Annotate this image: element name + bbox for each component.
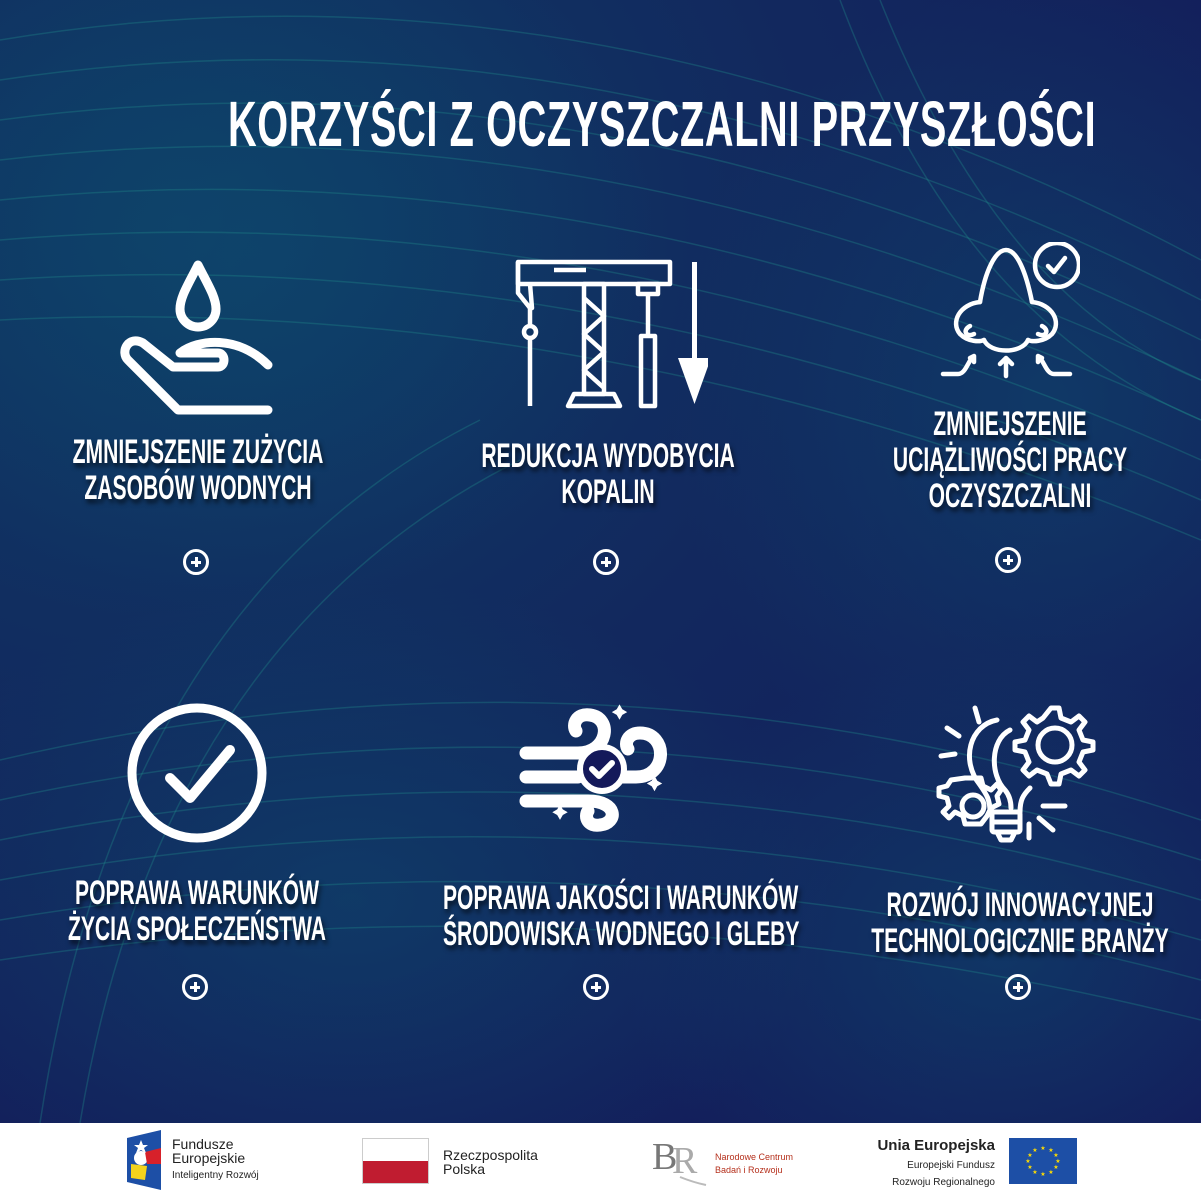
benefit-label: POPRAWA JAKOŚCI I WARUNKÓW ŚRODOWISKA WODNEGO I GLEBY bbox=[443, 879, 800, 953]
ncbr-logo bbox=[652, 1137, 712, 1187]
plus-circle-icon[interactable] bbox=[593, 549, 619, 575]
plus-circle-icon[interactable] bbox=[182, 974, 208, 1000]
fundusze-europejskie-text: Fundusze Europejskie Inteligentny Rozwój bbox=[172, 1136, 259, 1181]
svg-text:★: ★ bbox=[1040, 1171, 1046, 1178]
svg-text:★: ★ bbox=[1055, 1158, 1061, 1165]
plus-circle-icon[interactable] bbox=[1005, 974, 1031, 1000]
benefit-label: ZMNIEJSZENIE UCIĄŻLIWOŚCI PRACY OCZYSZCZALNI bbox=[892, 405, 1128, 515]
fundusze-europejskie-logo bbox=[127, 1130, 165, 1190]
svg-text:★: ★ bbox=[1040, 1145, 1046, 1152]
svg-text:R: R bbox=[672, 1140, 698, 1182]
hand-water-drop-icon bbox=[118, 255, 278, 420]
unia-europejska-text: Unia Europejska Europejski Fundusz Rozwoju Regionalnego bbox=[877, 1137, 995, 1188]
svg-text:★: ★ bbox=[1027, 1164, 1033, 1171]
check-circle-icon bbox=[124, 700, 270, 846]
ncbr-text: Narodowe Centrum Badań i Rozwoju bbox=[715, 1152, 794, 1175]
svg-text:★: ★ bbox=[1025, 1158, 1031, 1165]
benefit-label: REDUKCJA WYDOBYCIA KOPALIN bbox=[481, 437, 735, 511]
plus-circle-icon[interactable] bbox=[995, 547, 1021, 573]
svg-text:★: ★ bbox=[1048, 1169, 1054, 1176]
nose-check-icon bbox=[940, 242, 1080, 382]
svg-text:★: ★ bbox=[1027, 1152, 1033, 1159]
svg-text:★: ★ bbox=[1053, 1152, 1059, 1159]
eu-flag bbox=[1009, 1138, 1077, 1184]
svg-text:★: ★ bbox=[1053, 1164, 1059, 1171]
rzeczpospolita-polska-text: Rzeczpospolita Polska bbox=[443, 1147, 538, 1177]
benefit-label: ZMNIEJSZENIE ZUŻYCIA ZASOBÓW WODNYCH bbox=[72, 433, 324, 507]
poland-flag bbox=[362, 1138, 429, 1184]
benefit-label: POPRAWA WARUNKÓW ŻYCIA SPOŁECZEŃSTWA bbox=[67, 874, 327, 948]
plus-circle-icon[interactable] bbox=[583, 974, 609, 1000]
clean-air-wind-icon bbox=[518, 703, 678, 833]
svg-text:★: ★ bbox=[1048, 1147, 1054, 1154]
plus-circle-icon[interactable] bbox=[183, 549, 209, 575]
benefit-label: ROZWÓJ INNOWACYJNEJ TECHNOLOGICZNIE BRANŻY bbox=[871, 886, 1169, 960]
oil-pump-down-arrow-icon bbox=[508, 258, 708, 410]
page-title: KORZYŚCI Z OCZYSZCZALNI PRZYSZŁOŚCI bbox=[228, 88, 1097, 160]
svg-text:B: B bbox=[652, 1137, 678, 1178]
lightbulb-gears-icon bbox=[935, 700, 1105, 865]
svg-text:★: ★ bbox=[1032, 1169, 1038, 1176]
svg-text:★: ★ bbox=[1032, 1147, 1038, 1154]
footer-logos bbox=[0, 1123, 1201, 1201]
